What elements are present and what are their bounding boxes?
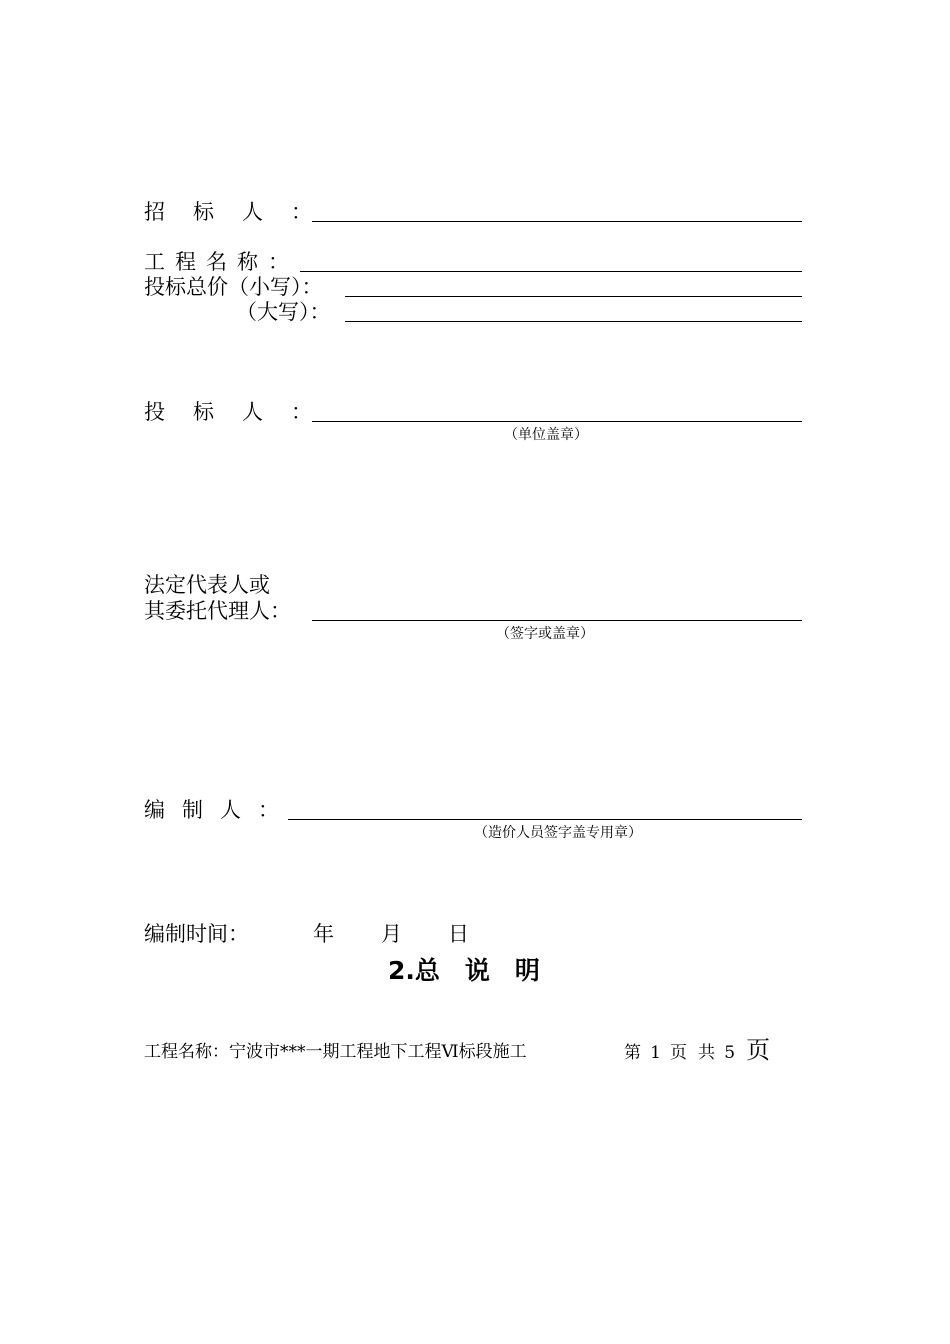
date-year: 年 xyxy=(313,922,334,946)
footer-page-prefix: 第 xyxy=(624,1043,641,1063)
section-title: 2.总 说 明 xyxy=(388,956,540,985)
bidder-field[interactable] xyxy=(312,421,802,422)
date-label: 编制时间： xyxy=(144,922,249,946)
bidder-label-text: 投标人： xyxy=(144,400,340,424)
footer-page-total: 5 xyxy=(724,1043,736,1063)
footer-page-mid: 页 xyxy=(670,1043,688,1063)
project-label xyxy=(144,252,299,273)
footer-page-info xyxy=(624,1038,770,1062)
bidder-label xyxy=(144,402,340,423)
date-day: 日 xyxy=(448,922,469,946)
tenderer-label-text: 招标人： xyxy=(144,200,340,224)
bid-price-upper-field[interactable] xyxy=(345,321,802,322)
bidder-note: （单位盖章） xyxy=(504,427,588,443)
legal-rep-note: （签字或盖章） xyxy=(496,626,594,642)
legal-rep-field[interactable] xyxy=(312,620,802,621)
preparer-label xyxy=(144,800,296,821)
tenderer-field[interactable] xyxy=(312,221,802,222)
project-label-text: 工程名称： xyxy=(144,250,299,274)
footer-page-current: 1 xyxy=(650,1043,661,1063)
footer-page-total-prefix: 共 xyxy=(698,1043,716,1063)
project-field[interactable] xyxy=(300,271,802,272)
bid-price-upper-label xyxy=(236,302,331,323)
date-month: 月 xyxy=(381,922,402,946)
bid-price-upper-label-text: （大写）： xyxy=(236,300,331,324)
bid-price-label xyxy=(144,277,323,298)
legal-rep-label-line2: 其委托代理人： xyxy=(144,599,291,623)
preparer-label-text: 编制人： xyxy=(144,798,296,822)
bid-price-lower-field[interactable] xyxy=(345,296,802,297)
preparer-note: （造价人员签字盖专用章） xyxy=(474,825,642,841)
tenderer-label xyxy=(144,202,340,223)
footer-project: 工程名称：宁波市***一期工程地下工程Ⅵ标段施工 xyxy=(144,1042,527,1062)
footer-page-suffix: 页 xyxy=(746,1036,771,1064)
legal-rep-label-line1: 法定代表人或 xyxy=(144,573,270,597)
bid-price-label-text: 投标总价（小写）： xyxy=(144,275,323,299)
preparer-field[interactable] xyxy=(288,819,802,820)
